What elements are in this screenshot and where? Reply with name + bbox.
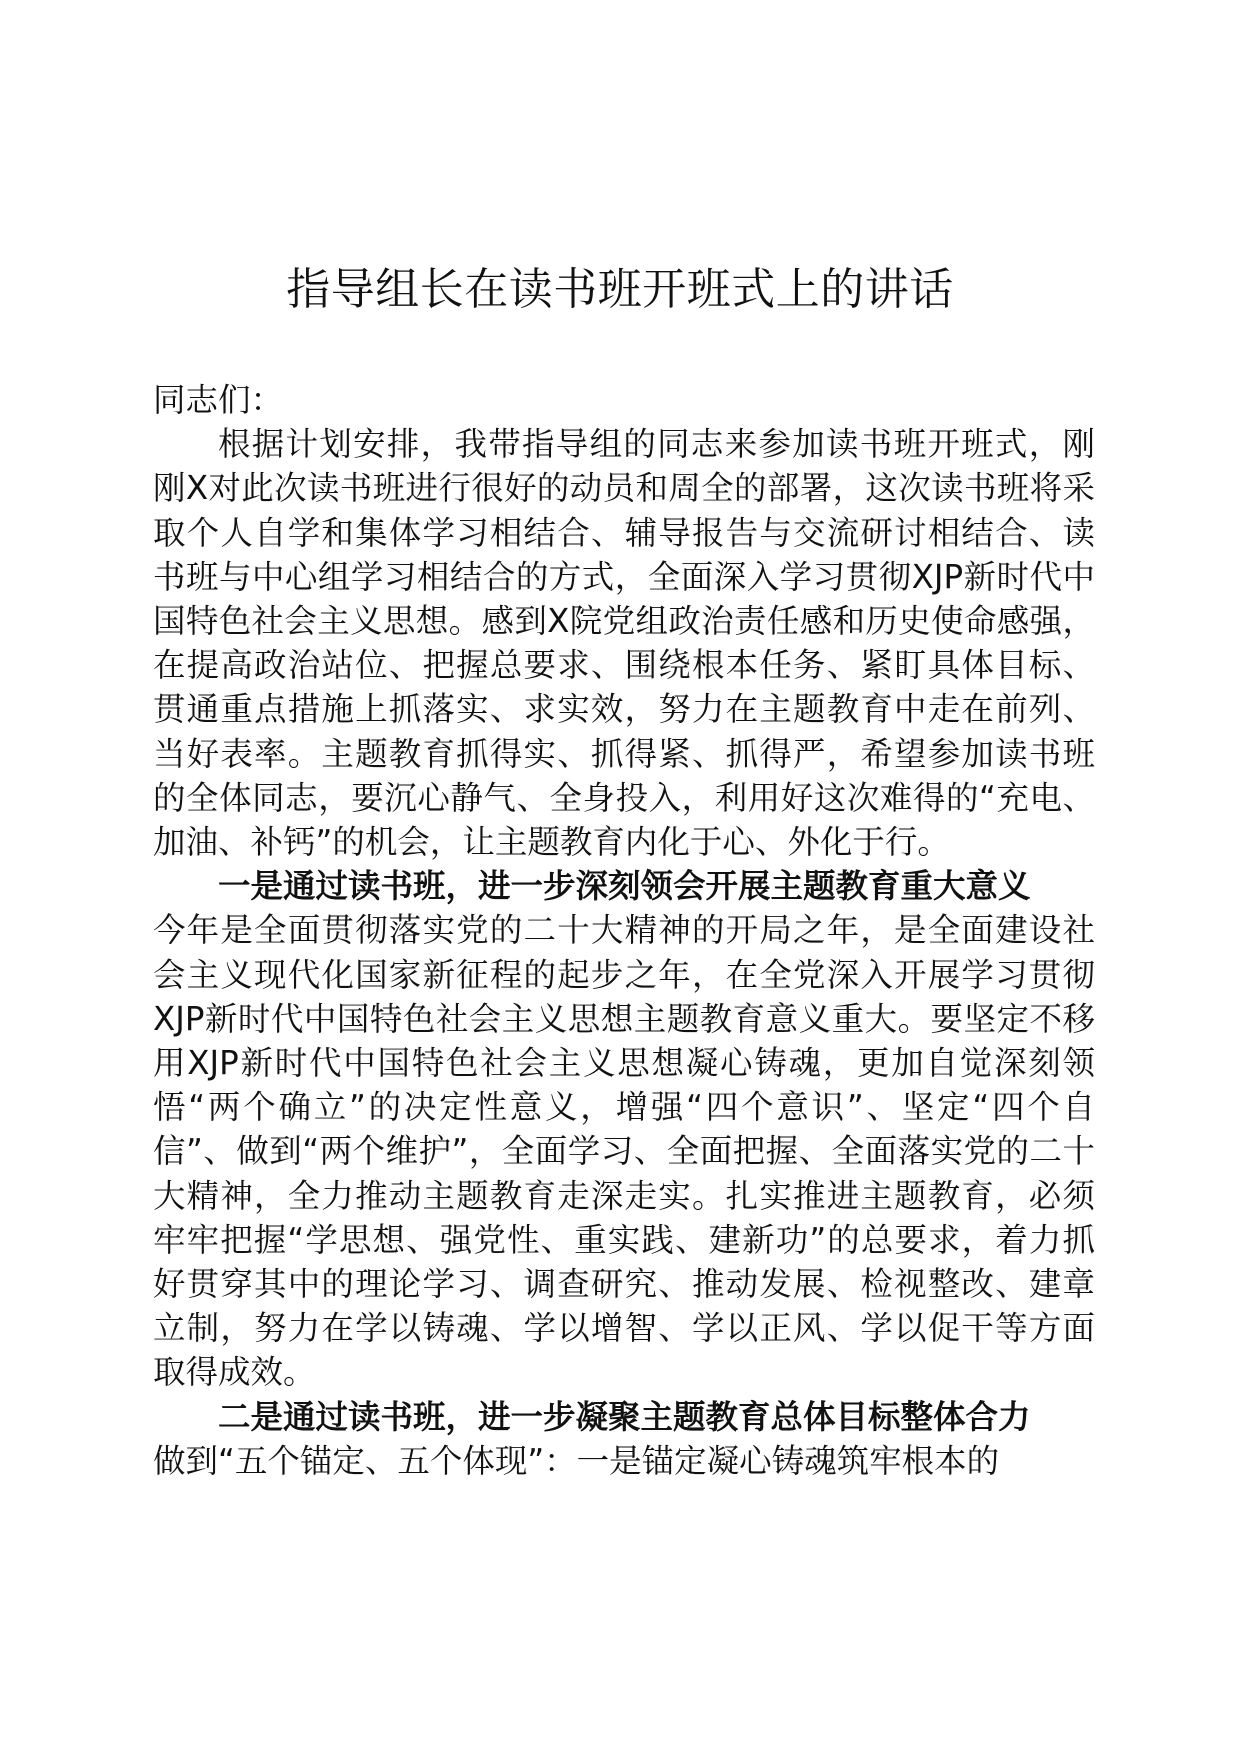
document-body xyxy=(153,378,1095,1483)
paragraph-intro: 根据计划安排，我带指导组的同志来参加读书班开班式，刚刚X对此次读书班进行很好的动员和周全的部署，这次读书班将采取个人自学和集体学习相结合、辅导报告与交流研讨相结合、读书班与中心组学习相结合的方式，全面深入学习贯彻XJP新时代中国特色社会主义思想。感到X院党组政治责任感和历史使命感强，在提高政治站位、把握总要求、围绕根本任务、紧盯具体目标、贯通重点措施上抓落实、求实效，努力在主题教育中走在前列、当好表率。主题教育抓得实、抓得紧、抓得严，希望参加读书班的全体同志，要沉心静气、全身投入，利用好这次难得的“充电、加油、补钙”的机会，让主题教育内化于心、外化于行。 xyxy=(153,425,1095,862)
section-heading-1: 一是通过读书班，进一步深刻领会开展主题教育重大意义 xyxy=(218,867,1031,906)
section-text-1: 今年是全面贯彻落实党的二十大精神的开局之年，是全面建设社会主义现代化国家新征程的起步之年，在全党深入开展学习贯彻XJP新时代中国特色社会主义思想主题教育意义重大。要坚定不移用XJP新时代中国特色社会主义思想凝心铸魂，更加自觉深刻领悟“两个确立”的决定性意义，增强“四个意识”、坚定“四个自信”、做到“两个维护”，全面学习、全面把握、全面落实党的二十大精神，全力推动主题教育走深走实。扎实推进主题教育，必须牢牢把握“学思想、强党性、重实践、建新功”的总要求，着力抓好贯穿其中的理论学习、调查研究、推动发展、检视整改、建章立制，努力在学以铸魂、学以增智、学以正风、学以促干等方面取得成效。 xyxy=(153,911,1095,1392)
section-heading-2: 二是通过读书班，进一步凝聚主题教育总体目标整体合力 xyxy=(218,1397,1031,1436)
section-text-2: 做到“五个锚定、五个体现”：一是锚定凝心铸魂筑牢根本的 xyxy=(153,1441,1000,1480)
salutation: 同志们： xyxy=(153,381,284,419)
document-title: 指导组长在读书班开班式上的讲话 xyxy=(286,264,954,315)
